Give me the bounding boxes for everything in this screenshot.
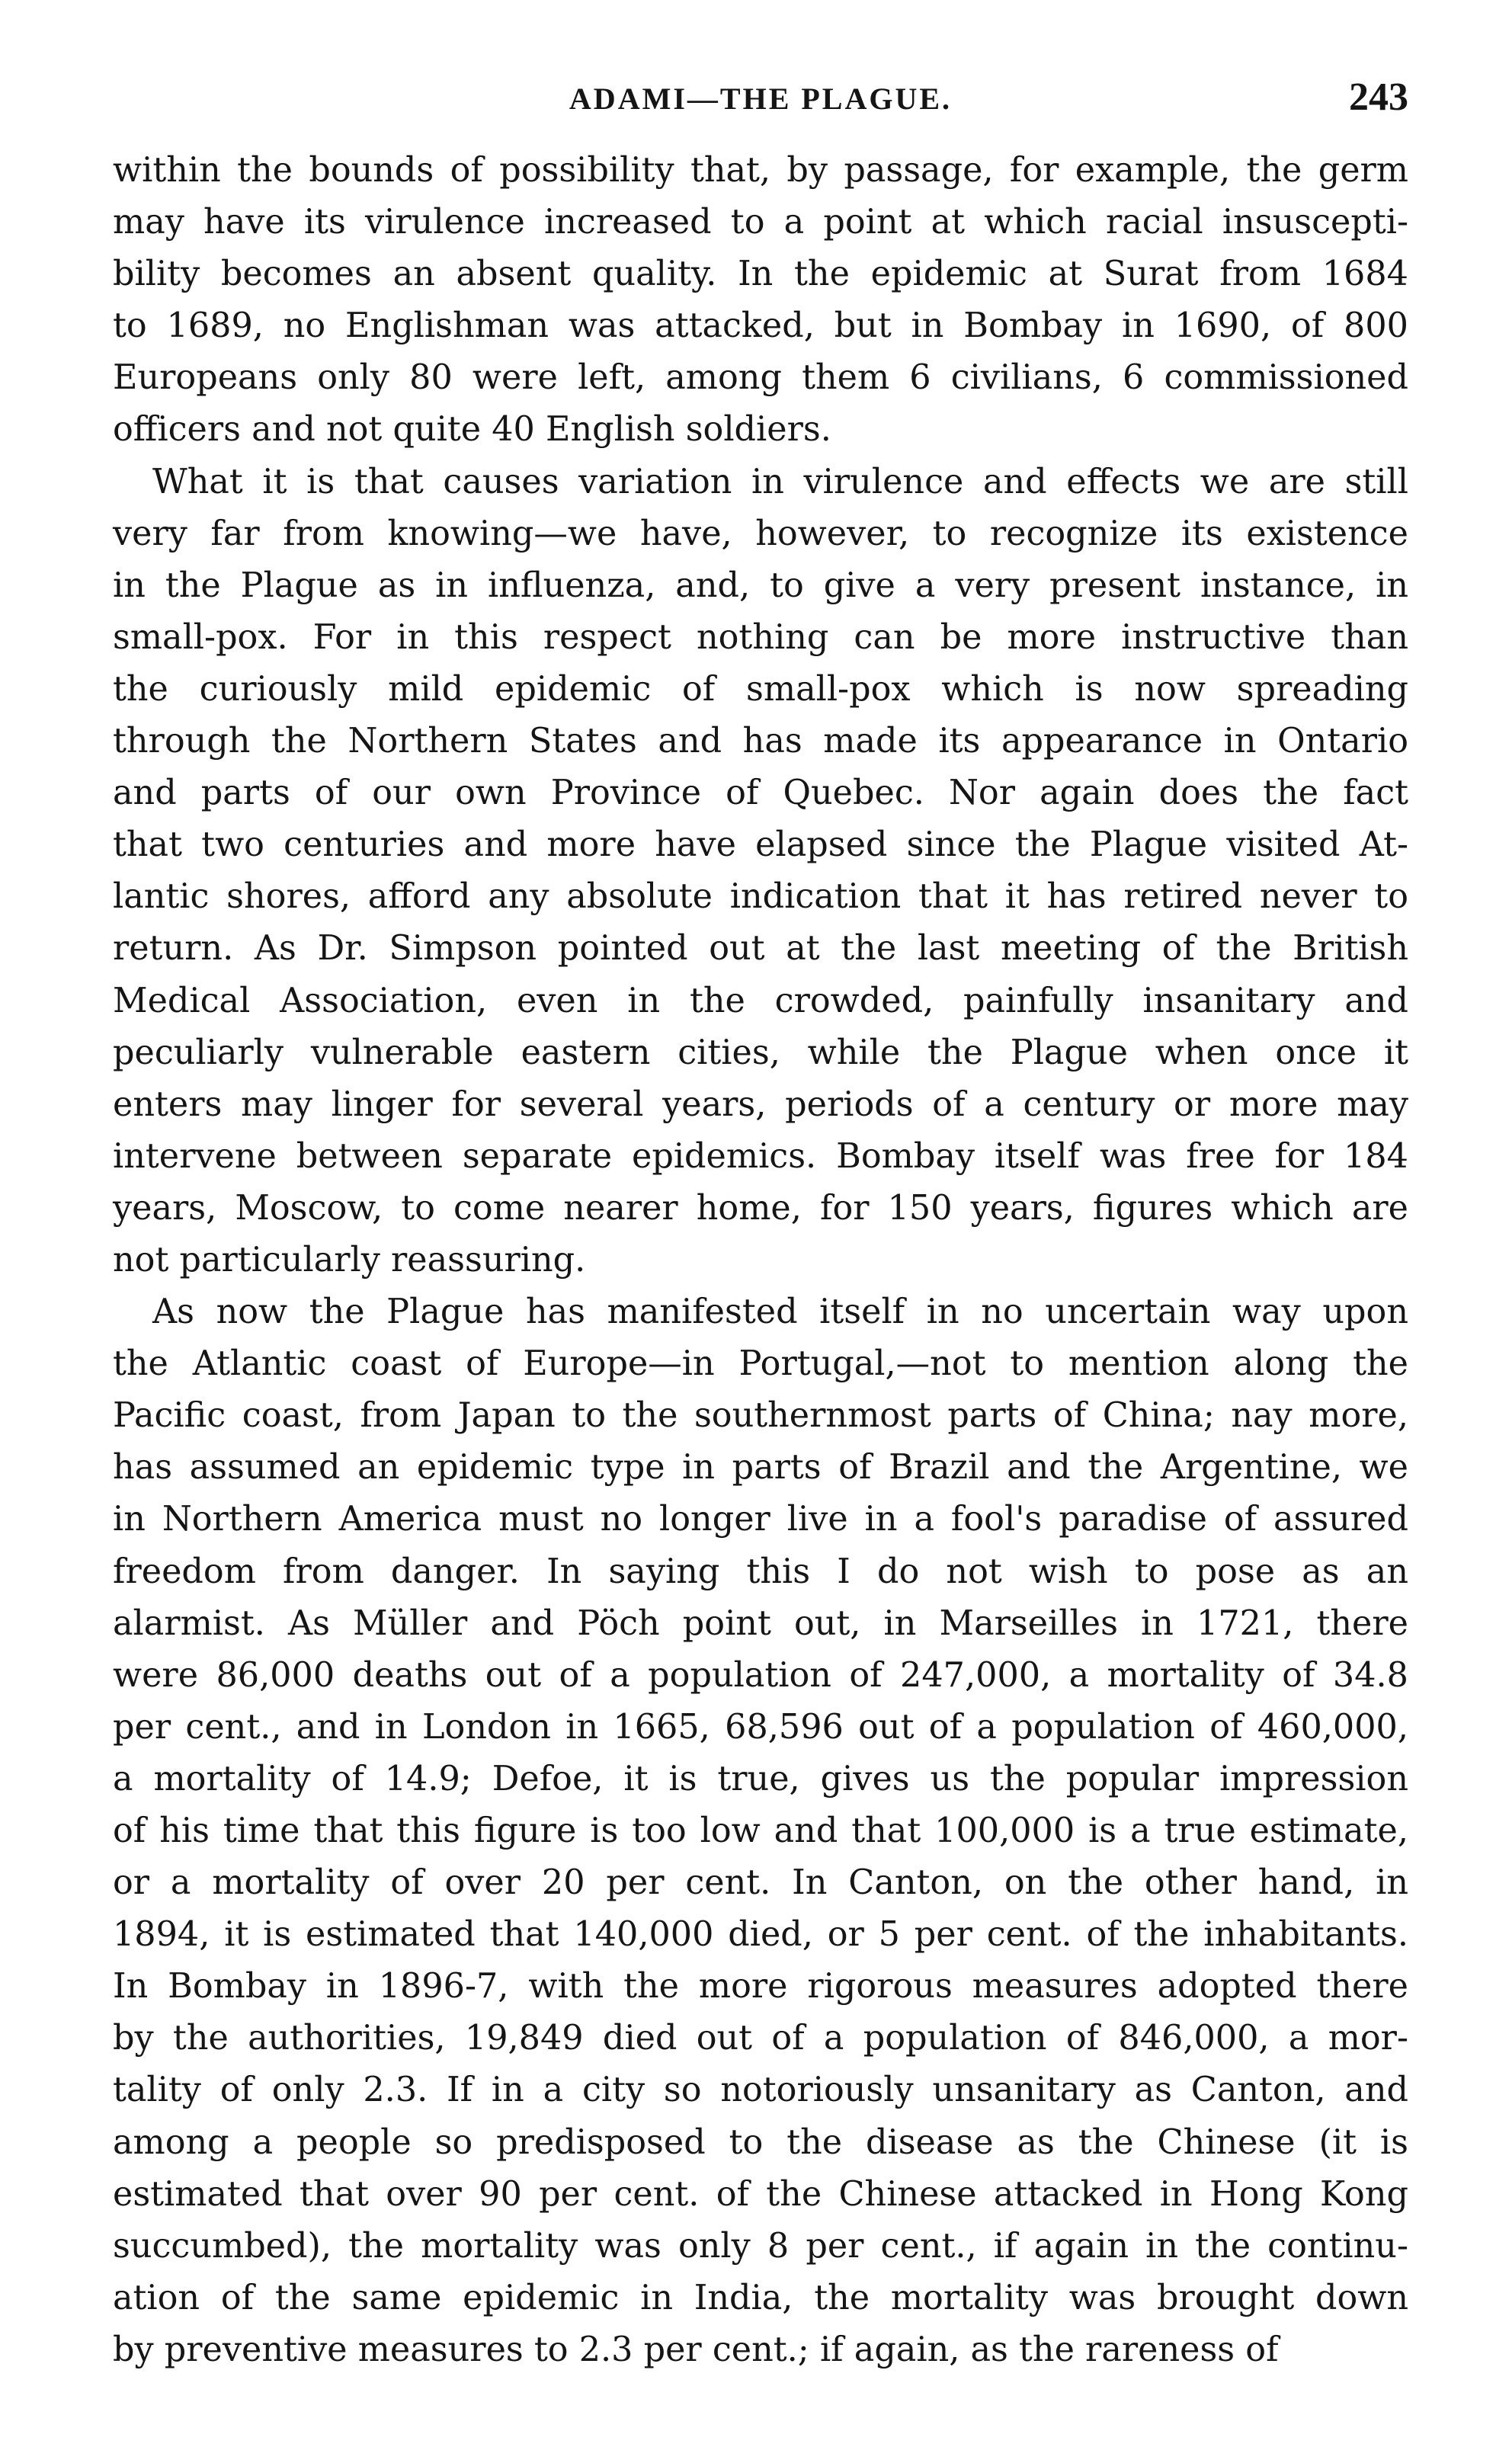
text-line: bility becomes an absent quality. In the epidemic at Surat from 1684 — [113, 255, 1408, 294]
text-line: in Northern America must no longer live in a fool's paradise of assured — [113, 1500, 1408, 1539]
text-line: years, Moscow, to come nearer home, for 150 years, figures which are — [113, 1188, 1408, 1228]
text-line: As now the Plague has manifested itself in no uncertain way upon — [152, 1292, 1408, 1332]
paragraph — [113, 145, 1408, 456]
text-line: succumbed), the mortality was only 8 per cent., if again in the continu- — [113, 2226, 1408, 2266]
text-line: estimated that over 90 per cent. of the Chinese attacked in Hong Kong — [113, 2174, 1408, 2214]
text-line: by the authorities, 19,849 died out of a population of 846,000, a mor- — [113, 2019, 1408, 2058]
text-line: Pacific coast, from Japan to the southernmost parts of China; nay more, — [113, 1396, 1408, 1436]
text-line: very far from knowing—we have, however, to recognize its existence — [113, 514, 1408, 553]
paragraph — [113, 1286, 1408, 2376]
text-line: by preventive measures to 2.3 per cent.; if again, as the rareness of — [113, 2330, 1279, 2369]
text-line: the Atlantic coast of Europe—in Portugal,—not to mention along the — [113, 1344, 1408, 1384]
text-line: tality of only 2.3. If in a city so notoriously unsanitary as Canton, and — [113, 2071, 1408, 2110]
text-line: among a people so predisposed to the disease as the Chinese (it is — [113, 2122, 1408, 2162]
text-line: may have its virulence increased to a point at which racial insuscepti- — [113, 203, 1408, 242]
text-line: per cent., and in London in 1665, 68,596 out of a population of 460,000, — [113, 1707, 1408, 1747]
text-line: the curiously mild epidemic of small-pox which is now spreading — [113, 669, 1408, 709]
text-line: within the bounds of possibility that, by passage, for example, the germ — [113, 151, 1408, 190]
text-line: ation of the same epidemic in India, the mortality was brought down — [113, 2278, 1408, 2317]
paragraph — [113, 456, 1408, 1287]
text-line: freedom from danger. In saying this I do not wish to pose as an — [113, 1552, 1408, 1591]
text-line: or a mortality of over 20 per cent. In Canton, on the other hand, in — [113, 1863, 1408, 1903]
text-line: Europeans only 80 were left, among them 6 civilians, 6 commissioned — [113, 358, 1408, 398]
text-line: has assumed an epidemic type in parts of Brazil and the Argentine, we — [113, 1448, 1408, 1488]
text-line: What it is that causes variation in virulence and effects we are still — [152, 462, 1408, 501]
text-line: through the Northern States and has made its appearance in Ontario — [113, 722, 1408, 761]
text-line: to 1689, no Englishman was attacked, but in Bombay in 1690, of 800 — [113, 306, 1408, 346]
running-head: ADAMI—THE PLAGUE. — [569, 82, 953, 116]
body-text — [113, 145, 1408, 2376]
text-line: 1894, it is estimated that 140,000 died, or 5 per cent. of the inhabitants. — [113, 1915, 1408, 1955]
text-line: intervene between separate epidemics. Bombay itself was free for 184 — [113, 1136, 1408, 1176]
text-line: that two centuries and more have elapsed since the Plague visited At- — [113, 825, 1408, 865]
text-line: In Bombay in 1896-7, with the more rigorous measures adopted there — [113, 1967, 1408, 2007]
page-number: 243 — [1349, 75, 1408, 119]
page-header — [113, 75, 1408, 120]
text-line: not particularly reassuring. — [113, 1240, 586, 1280]
text-line: lantic shores, afford any absolute indication that it has retired never to — [113, 877, 1408, 917]
text-line: of his time that this figure is too low and that 100,000 is a true estimate, — [113, 1811, 1408, 1850]
text-line: Medical Association, even in the crowded, painfully insanitary and — [113, 981, 1408, 1020]
text-line: small-pox. For in this respect nothing can be more instructive than — [113, 617, 1408, 657]
text-line: were 86,000 deaths out of a population of 247,000, a mortality of 34.8 — [113, 1655, 1408, 1695]
text-line: a mortality of 14.9; Defoe, it is true, gives us the popular impression — [113, 1759, 1408, 1798]
text-line: in the Plague as in influenza, and, to give a very present instance, in — [113, 565, 1408, 605]
text-line: peculiarly vulnerable eastern cities, while the Plague when once it — [113, 1033, 1408, 1072]
text-line: enters may linger for several years, periods of a century or more may — [113, 1084, 1408, 1124]
text-line: alarmist. As Müller and Pöch point out, in Marseilles in 1721, there — [113, 1603, 1408, 1643]
text-line: return. As Dr. Simpson pointed out at the last meeting of the British — [113, 929, 1408, 969]
text-line: officers and not quite 40 English soldiers. — [113, 410, 831, 450]
text-line: and parts of our own Province of Quebec. Nor again does the fact — [113, 773, 1408, 813]
